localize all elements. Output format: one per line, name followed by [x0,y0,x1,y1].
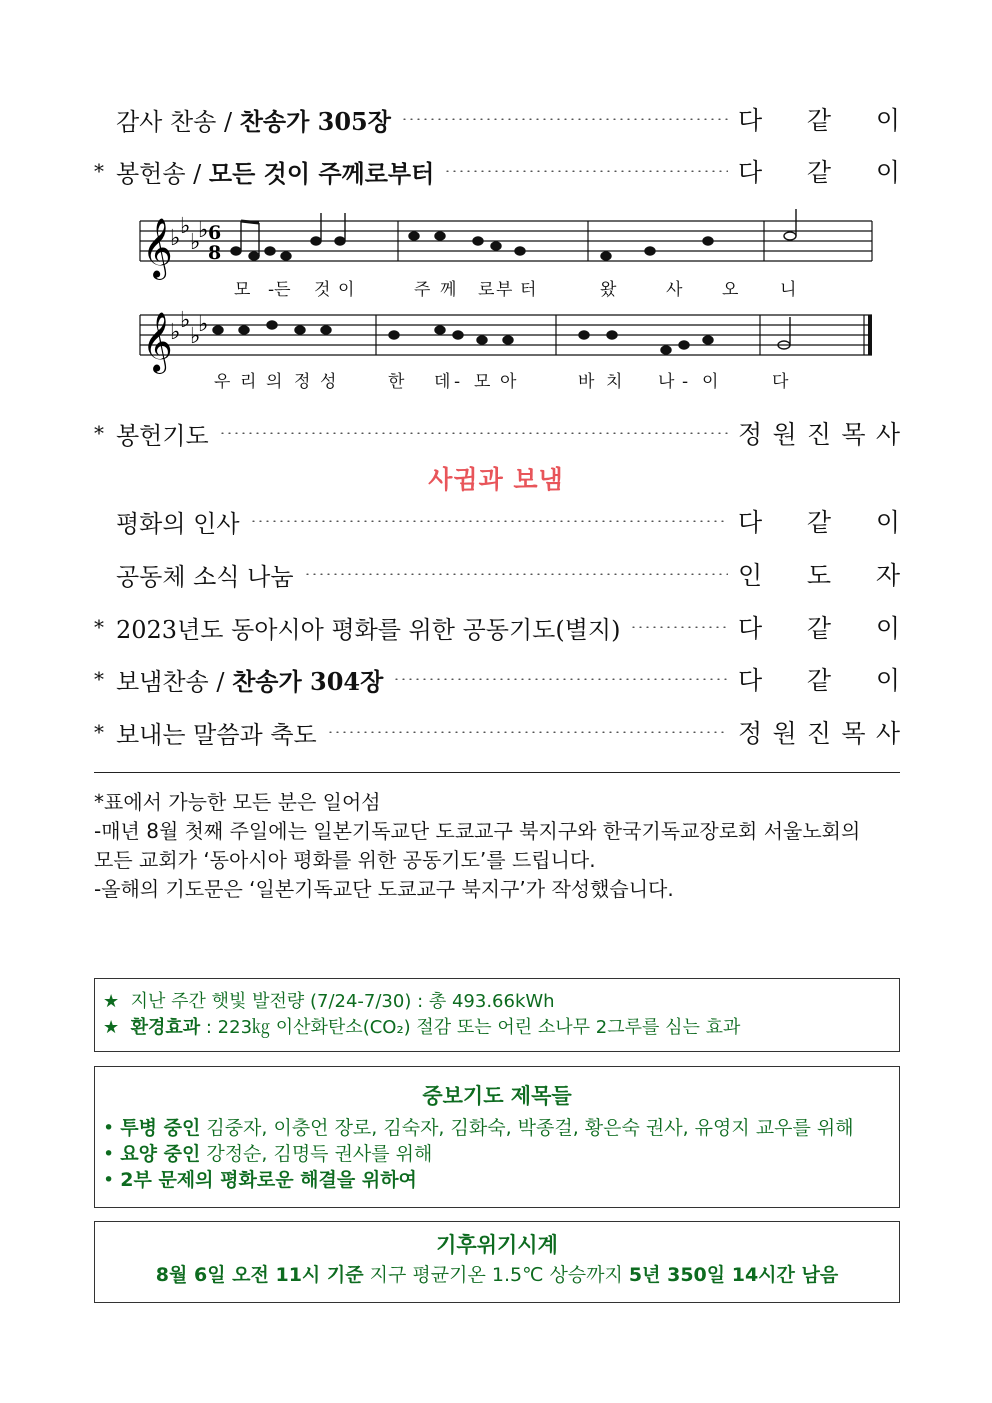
note-line: -올해의 기도문은 ‘일본기독교단 도쿄교구 북지구’가 작성했습니다. [94,877,674,901]
lyric: 우 [214,372,231,392]
order-title: 보냄찬송 / 찬송가 304장 [116,666,384,696]
leader-dots [304,573,728,575]
lyric: 의 [266,372,283,392]
lyric: 니 [780,280,797,300]
staff-line2 [140,315,872,355]
order-item-offertory-prayer [94,415,900,451]
lyric: 로 [478,280,495,300]
notes [94,788,904,904]
svg-text:♭: ♭ [190,230,201,255]
order-leader: 다 같 이 [738,666,900,695]
lyric: 사 [666,280,683,300]
lyric: - [454,372,461,392]
bullet-icon: • [103,1169,115,1191]
svg-text:♭: ♭ [198,312,209,337]
order-item-benediction [94,714,900,750]
stand-mark: * [94,720,104,744]
order-title: 봉헌송 / 모든 것이 주께로부터 [116,158,435,188]
leader-dots [327,731,728,733]
section-title: 사귐과 보냄 [428,465,564,494]
lyric: 오 [722,280,739,300]
solar-line1: ★ 지난 주간 햇빛 발전량 (7/24-7/30) : 총 493.66kWh [103,991,555,1012]
order-item-peace-greeting [94,503,900,539]
divider [94,772,900,773]
leader-dots [393,678,728,680]
svg-text:♭: ♭ [190,324,201,349]
order-leader: 인 도 자 [738,561,900,590]
order-leader: 다 같 이 [738,158,900,187]
leader-dots [401,118,728,120]
treble-clef-icon: 𝄞 [142,218,173,278]
lyric: 나 [658,372,675,392]
leader-dots [219,432,728,434]
svg-text:♭: ♭ [180,308,191,333]
lyric: 이 [338,280,355,300]
climate-heading: 기후위기시계 [436,1233,558,1257]
key-signature-flats [170,214,208,255]
lyric: 께 [440,280,457,300]
intercession-item: • 요양 중인 강정순, 김명득 권사를 위해 [103,1143,433,1165]
order-title: 보내는 말씀과 축도 [116,720,317,749]
stand-mark: * [94,615,104,639]
leader-dots [630,626,728,628]
intercession-item: • 2부 문제의 평화로운 해결을 위하여 [103,1169,417,1191]
bullet-icon: • [103,1143,115,1165]
lyric: 것 [314,280,331,300]
lyric: 모 [234,280,251,300]
lyric: 정 [294,372,311,392]
solar-power-box [94,978,900,1052]
lyric: 이 [702,372,719,392]
order-item-thanks-hymn [94,101,900,137]
order-title: 감사 찬송 / 찬송가 305장 [116,106,391,136]
order-title: 2023년도 동아시아 평화를 위한 공동기도(별지) [116,615,621,644]
order-item-offertory-song [94,153,900,189]
lyric: 아 [500,372,517,392]
lyric: 바 [578,372,595,392]
lyric: 터 [520,280,537,300]
svg-text:6: 6 [208,222,222,244]
note-line: 모든 교회가 ‘동아시아 평화를 위한 공동기도’를 드립니다. [94,848,596,872]
svg-text:♭: ♭ [170,320,181,345]
intercession-heading: 중보기도 제목들 [422,1084,572,1108]
svg-text:♭: ♭ [180,214,191,239]
stand-mark: * [94,421,104,445]
treble-clef-icon: 𝄞 [142,312,173,372]
star-icon: ★ [103,991,120,1012]
lyric: -든 [268,280,291,300]
stand-mark: * [94,667,104,691]
leader-dots [250,520,728,522]
music-score [130,205,890,395]
note-line: *표에서 가능한 모든 분은 일어섬 [94,790,381,814]
order-leader: 다 같 이 [738,508,900,537]
key-signature-flats [170,308,208,349]
order-item-sending-hymn [94,661,900,697]
order-item-community-news [94,556,900,592]
lyric: 리 [240,372,257,392]
order-title: 평화의 인사 [116,509,240,538]
svg-text:♭: ♭ [170,226,181,251]
lyric: 부 [496,280,513,300]
order-leader: 정 원 진 목 사 [738,420,900,449]
climate-clock-box [94,1221,900,1303]
order-title: 공동체 소식 나눔 [116,562,294,591]
notes-line1 [231,209,796,260]
order-item-joint-prayer [94,609,900,645]
lyric: 성 [320,372,337,392]
order-leader: 정 원 진 목 사 [738,719,900,748]
leader-dots [444,170,728,172]
order-leader: 다 같 이 [738,106,900,135]
climate-text: 8월 6일 오전 11시 기준 지구 평균기온 1.5℃ 상승까지 5년 350일 14시간 남음 [155,1264,839,1286]
bullet-icon: • [103,1117,115,1139]
note-line: -매년 8월 첫째 주일에는 일본기독교단 도쿄교구 북지구와 한국기독교장로회 서울노회의 [94,819,861,843]
solar-line2: ★ 환경효과 : 223㎏ 이산화탄소(CO₂) 절감 또는 어린 소나무 2그루를 심는 효과 [103,1017,741,1038]
order-leader: 다 같 이 [738,614,900,643]
lyric: - [682,372,689,392]
lyric: 데 [434,372,451,392]
intercession-item: • 투병 중인 김중자, 이충언 장로, 김숙자, 김화숙, 박종걸, 황은숙 권사, 유영지 교우를 위해 [103,1117,854,1139]
lyric: 다 [772,372,789,392]
order-title: 봉헌기도 [116,421,209,450]
lyric: 주 [414,280,431,300]
svg-text:8: 8 [208,242,222,264]
intercession-box [94,1066,900,1208]
lyric: 모 [474,372,491,392]
lyric: 왔 [600,280,617,300]
lyric: 치 [606,372,623,392]
stand-mark: * [94,159,104,183]
time-signature [208,222,221,264]
svg-text:♭: ♭ [198,218,209,243]
lyric: 한 [388,372,405,392]
star-icon: ★ [103,1017,120,1038]
